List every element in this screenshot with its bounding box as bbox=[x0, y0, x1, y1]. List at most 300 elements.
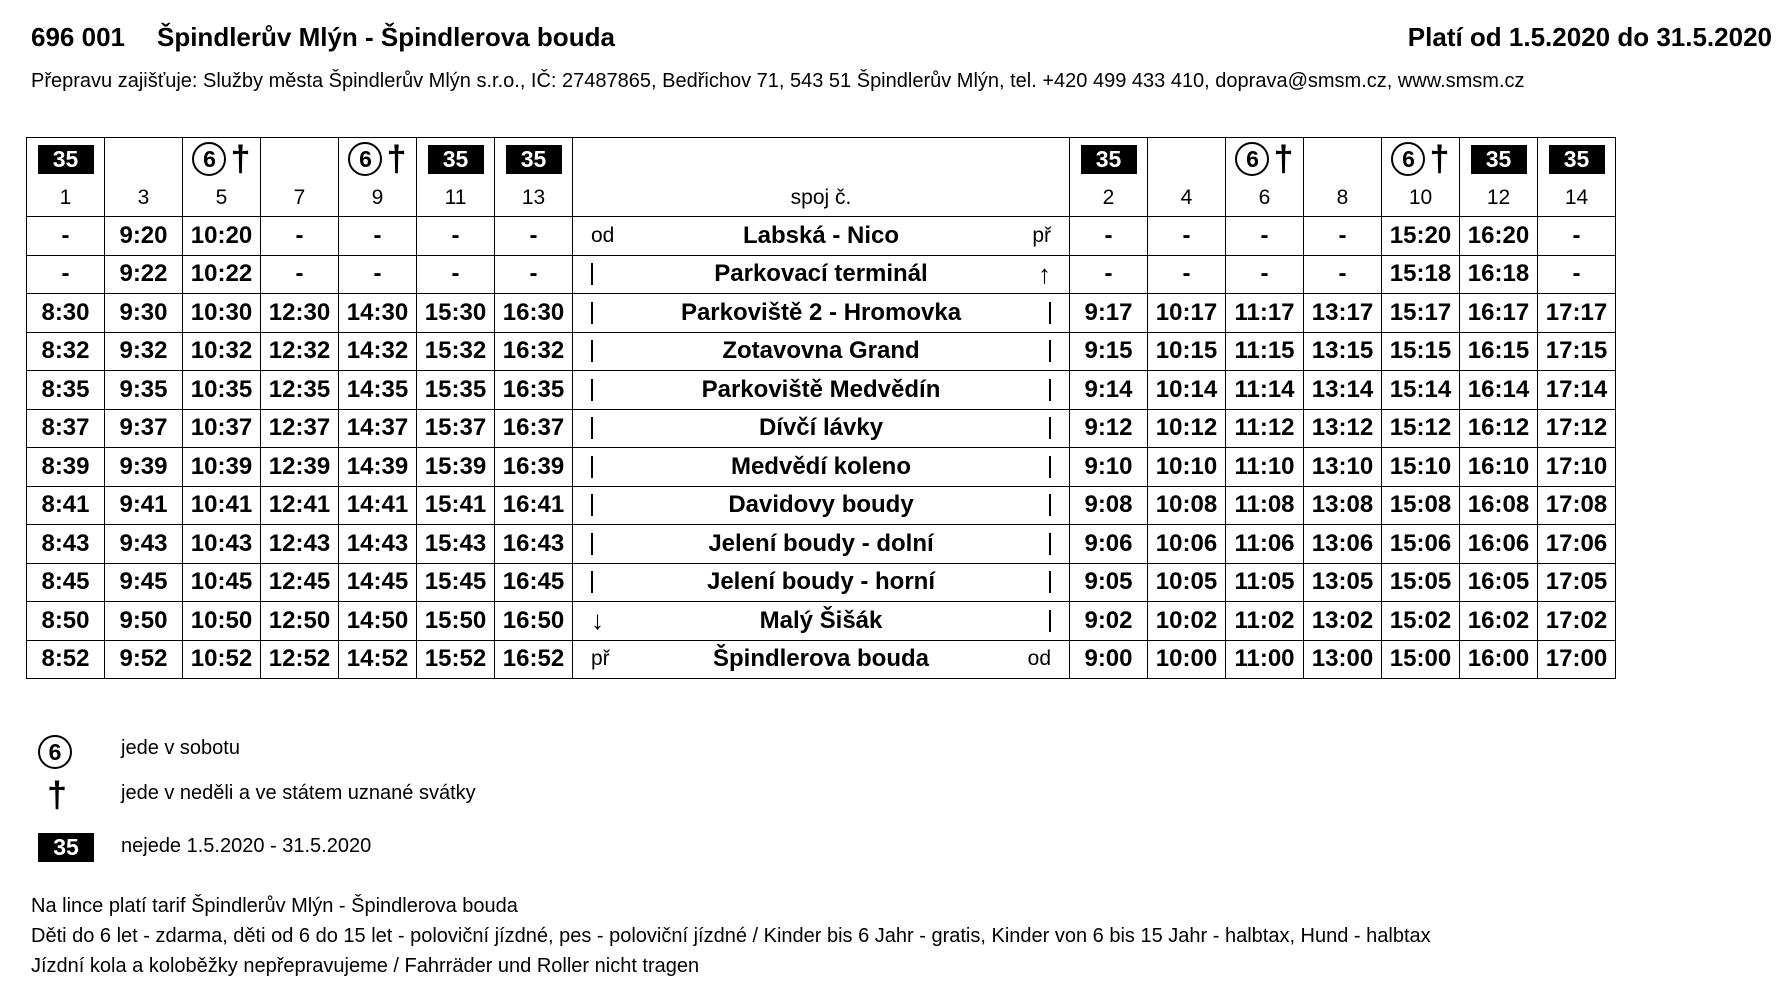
trip-number: 13 bbox=[521, 186, 546, 209]
departure-time: 15:37 bbox=[417, 409, 495, 448]
route-line bbox=[1049, 410, 1051, 448]
route-line-bar bbox=[591, 417, 593, 439]
departure-time: 16:43 bbox=[495, 525, 573, 564]
route-line bbox=[1049, 333, 1051, 371]
timetable-header-row bbox=[27, 138, 1616, 217]
departure-time: 10:43 bbox=[183, 525, 261, 564]
departure-time: 15:50 bbox=[417, 602, 495, 641]
departure-time: 15:00 bbox=[1382, 640, 1460, 679]
departure-time: 14:32 bbox=[339, 332, 417, 371]
route-line bbox=[591, 525, 593, 563]
departure-time: 14:30 bbox=[339, 294, 417, 333]
route-line-bar bbox=[1049, 533, 1051, 555]
departure-time: - bbox=[1538, 217, 1616, 256]
trip-header-4 bbox=[1148, 138, 1226, 217]
validity-period: Platí od 1.5.2020 do 31.5.2020 bbox=[1407, 22, 1772, 52]
departure-time: 10:00 bbox=[1148, 640, 1226, 679]
trip-number: 12 bbox=[1486, 186, 1511, 209]
table-row bbox=[27, 409, 1616, 448]
stop-cell bbox=[573, 409, 1070, 448]
trip-header-13 bbox=[495, 138, 573, 217]
route-line-bar bbox=[1049, 417, 1051, 439]
departure-time: 10:17 bbox=[1148, 294, 1226, 333]
route-line bbox=[1049, 371, 1051, 409]
departure-time: 15:39 bbox=[417, 448, 495, 487]
table-row bbox=[27, 371, 1616, 410]
departure-time: 9:43 bbox=[105, 525, 183, 564]
trip-header-1 bbox=[27, 138, 105, 217]
departure-time: 16:14 bbox=[1460, 371, 1538, 410]
departure-time: 8:43 bbox=[27, 525, 105, 564]
departure-time: - bbox=[261, 217, 339, 256]
departure-time: 10:10 bbox=[1148, 448, 1226, 487]
stop-cell bbox=[573, 294, 1070, 333]
departure-time: 14:39 bbox=[339, 448, 417, 487]
departure-time: - bbox=[339, 217, 417, 256]
cross-icon: † bbox=[1273, 138, 1294, 179]
stop-name: Parkoviště 2 - Hromovka bbox=[680, 298, 962, 326]
departure-time: 17:00 bbox=[1538, 640, 1616, 679]
table-row bbox=[27, 602, 1616, 641]
route-line bbox=[591, 333, 593, 371]
cross-icon: † bbox=[47, 774, 68, 815]
trip-number: 14 bbox=[1564, 186, 1589, 209]
stop-cell bbox=[573, 602, 1070, 641]
departure-time: 15:35 bbox=[417, 371, 495, 410]
route-line bbox=[1049, 294, 1051, 332]
stop-cell bbox=[573, 448, 1070, 487]
route-line-bar bbox=[1049, 302, 1051, 324]
route-line bbox=[591, 564, 593, 602]
route-line-bar bbox=[1049, 610, 1051, 632]
stop-cell bbox=[573, 486, 1070, 525]
departure-time: 15:10 bbox=[1382, 448, 1460, 487]
departure-time: 16:37 bbox=[495, 409, 573, 448]
departure-time: 10:30 bbox=[183, 294, 261, 333]
table-row bbox=[27, 255, 1616, 294]
arrow-up-icon: ↑ bbox=[1038, 258, 1051, 289]
code-35-badge: 35 bbox=[506, 145, 562, 174]
arrow-down-icon: ↓ bbox=[591, 605, 604, 636]
stop-cell bbox=[573, 640, 1070, 679]
departure-time: - bbox=[27, 217, 105, 256]
route-line-bar bbox=[591, 263, 593, 285]
departure-time: 9:35 bbox=[105, 371, 183, 410]
note-line: Na lince platí tarif Špindlerův Mlýn - Špindlerova bouda bbox=[31, 895, 518, 917]
departure-time: 9:05 bbox=[1070, 563, 1148, 602]
departure-time: 17:15 bbox=[1538, 332, 1616, 371]
saturday-icon: 6 bbox=[1235, 142, 1269, 176]
cross-icon: † bbox=[386, 138, 407, 179]
departure-time: - bbox=[1148, 217, 1226, 256]
trip-number: 4 bbox=[1180, 186, 1193, 209]
departure-time: 9:52 bbox=[105, 640, 183, 679]
departure-time: 15:45 bbox=[417, 563, 495, 602]
stop-name: Davidovy boudy bbox=[728, 491, 914, 519]
route-line bbox=[1049, 525, 1051, 563]
departure-time: - bbox=[417, 217, 495, 256]
route-line-bar bbox=[1049, 571, 1051, 593]
cross-icon: † bbox=[1429, 138, 1450, 179]
departure-time: 12:43 bbox=[261, 525, 339, 564]
departure-time: 13:12 bbox=[1304, 409, 1382, 448]
departure-time: 15:08 bbox=[1382, 486, 1460, 525]
departure-time: 15:43 bbox=[417, 525, 495, 564]
direction-marker: př bbox=[591, 647, 610, 671]
departure-time: 13:06 bbox=[1304, 525, 1382, 564]
stop-name: Malý Šišák bbox=[759, 606, 883, 634]
trip-number: 9 bbox=[371, 186, 384, 209]
stop-name: Medvědí koleno bbox=[730, 452, 912, 480]
departure-time: 10:35 bbox=[183, 371, 261, 410]
departure-time: 15:18 bbox=[1382, 255, 1460, 294]
route-line-bar bbox=[591, 571, 593, 593]
departure-time: 16:06 bbox=[1460, 525, 1538, 564]
departure-time: 15:30 bbox=[417, 294, 495, 333]
departure-time: 9:20 bbox=[105, 217, 183, 256]
departure-time: - bbox=[1070, 255, 1148, 294]
departure-time: 17:08 bbox=[1538, 486, 1616, 525]
departure-time: 17:17 bbox=[1538, 294, 1616, 333]
departure-time: 10:06 bbox=[1148, 525, 1226, 564]
route-line-bar bbox=[591, 533, 593, 555]
code-35-badge: 35 bbox=[428, 145, 484, 174]
departure-time: 17:05 bbox=[1538, 563, 1616, 602]
departure-time: 12:32 bbox=[261, 332, 339, 371]
line-code: 696 001 bbox=[31, 22, 125, 52]
route-line-bar bbox=[1049, 456, 1051, 478]
departure-time: 10:37 bbox=[183, 409, 261, 448]
route-line bbox=[1049, 487, 1051, 525]
stop-cell bbox=[573, 525, 1070, 564]
departure-time: 9:12 bbox=[1070, 409, 1148, 448]
departure-time: 15:15 bbox=[1382, 332, 1460, 371]
departure-time: 16:35 bbox=[495, 371, 573, 410]
stop-name: Zotavovna Grand bbox=[722, 337, 920, 365]
departure-time: 13:00 bbox=[1304, 640, 1382, 679]
departure-time: 10:22 bbox=[183, 255, 261, 294]
departure-time: 8:37 bbox=[27, 409, 105, 448]
trip-number: 6 bbox=[1258, 186, 1271, 209]
saturday-icon: 6 bbox=[38, 735, 72, 769]
departure-time: 12:39 bbox=[261, 448, 339, 487]
stop-name: Jelení boudy - dolní bbox=[708, 529, 934, 557]
departure-time: 11:05 bbox=[1226, 563, 1304, 602]
departure-time: - bbox=[1070, 217, 1148, 256]
departure-time: 9:32 bbox=[105, 332, 183, 371]
trip-number: 2 bbox=[1102, 186, 1115, 209]
departure-time: 14:35 bbox=[339, 371, 417, 410]
legend-sunday-text: jede v neděli a ve státem uznané svátky bbox=[121, 782, 476, 804]
departure-time: 9:45 bbox=[105, 563, 183, 602]
departure-time: 11:06 bbox=[1226, 525, 1304, 564]
departure-time: - bbox=[1148, 255, 1226, 294]
departure-time: 14:45 bbox=[339, 563, 417, 602]
departure-time: 12:52 bbox=[261, 640, 339, 679]
departure-time: 14:43 bbox=[339, 525, 417, 564]
departure-time: 9:17 bbox=[1070, 294, 1148, 333]
departure-time: 11:15 bbox=[1226, 332, 1304, 371]
departure-time: 8:39 bbox=[27, 448, 105, 487]
route-line-bar bbox=[1049, 379, 1051, 401]
note-line: Děti do 6 let - zdarma, děti od 6 do 15 let - poloviční jízdné, pes - poloviční jízdné / Kinder bis 6 Jahr - gratis, Kinder von 6 bis 15 Jahr - halbtax, Hund - halbtax bbox=[31, 925, 1431, 947]
departure-time: 10:14 bbox=[1148, 371, 1226, 410]
route-line-bar bbox=[591, 379, 593, 401]
departure-time: 10:05 bbox=[1148, 563, 1226, 602]
route-line bbox=[591, 448, 593, 486]
departure-time: - bbox=[495, 217, 573, 256]
trip-header-2 bbox=[1070, 138, 1148, 217]
route-line-bar bbox=[591, 456, 593, 478]
departure-time: - bbox=[1304, 217, 1382, 256]
legend-sunday bbox=[38, 774, 476, 815]
departure-time: 17:12 bbox=[1538, 409, 1616, 448]
departure-time: 15:06 bbox=[1382, 525, 1460, 564]
legend-not-running bbox=[38, 833, 372, 862]
route-line bbox=[591, 371, 593, 409]
departure-time: 10:41 bbox=[183, 486, 261, 525]
departure-time: 14:41 bbox=[339, 486, 417, 525]
departure-time: 10:08 bbox=[1148, 486, 1226, 525]
timetable bbox=[26, 137, 1616, 679]
departure-time: 9:08 bbox=[1070, 486, 1148, 525]
stop-name: Parkovací terminál bbox=[714, 260, 928, 288]
code-35-badge: 35 bbox=[38, 145, 94, 174]
table-row bbox=[27, 486, 1616, 525]
departure-time: 12:50 bbox=[261, 602, 339, 641]
route-line bbox=[591, 294, 593, 332]
departure-time: 13:05 bbox=[1304, 563, 1382, 602]
stop-name: Dívčí lávky bbox=[758, 414, 884, 442]
departure-time: 16:15 bbox=[1460, 332, 1538, 371]
legend-saturday bbox=[38, 735, 240, 769]
departure-time: 8:52 bbox=[27, 640, 105, 679]
page-title bbox=[31, 22, 615, 53]
departure-time: 15:52 bbox=[417, 640, 495, 679]
departure-time: 16:52 bbox=[495, 640, 573, 679]
departure-time: 13:02 bbox=[1304, 602, 1382, 641]
departure-time: - bbox=[417, 255, 495, 294]
departure-time: 17:10 bbox=[1538, 448, 1616, 487]
departure-time: 13:08 bbox=[1304, 486, 1382, 525]
route-line bbox=[591, 487, 593, 525]
departure-time: 9:37 bbox=[105, 409, 183, 448]
route-line-bar bbox=[591, 302, 593, 324]
trip-header-11 bbox=[417, 138, 495, 217]
departure-time: 14:37 bbox=[339, 409, 417, 448]
departure-time: 10:15 bbox=[1148, 332, 1226, 371]
departure-time: 17:14 bbox=[1538, 371, 1616, 410]
note-line: Jízdní kola a koloběžky nepřepravujeme / Fahrräder und Roller nicht tragen bbox=[31, 955, 700, 977]
trip-number: 10 bbox=[1408, 186, 1433, 209]
departure-time: 10:20 bbox=[183, 217, 261, 256]
departure-time: 13:17 bbox=[1304, 294, 1382, 333]
trip-header-3 bbox=[105, 138, 183, 217]
legend-not-running-text: nejede 1.5.2020 - 31.5.2020 bbox=[121, 835, 372, 857]
departure-time: 14:50 bbox=[339, 602, 417, 641]
trip-number: 5 bbox=[215, 186, 228, 209]
departure-time: 15:20 bbox=[1382, 217, 1460, 256]
arrow-down-icon bbox=[591, 602, 604, 640]
code-35-badge: 35 bbox=[1549, 145, 1605, 174]
route-line bbox=[1049, 602, 1051, 640]
operator-info: Přepravu zajišťuje: Služby města Špindlerův Mlýn s.r.o., IČ: 27487865, Bedřichov 71, 543 51 Špindlerův Mlýn, tel. +420 499 433 410, doprava@smsm.cz, www.smsm.cz bbox=[31, 70, 1525, 92]
stop-name: Labská - Nico bbox=[742, 221, 900, 249]
departure-time: 16:41 bbox=[495, 486, 573, 525]
departure-time: 12:30 bbox=[261, 294, 339, 333]
table-row bbox=[27, 294, 1616, 333]
departure-time: - bbox=[1226, 255, 1304, 294]
departure-time: - bbox=[27, 255, 105, 294]
departure-time: 12:37 bbox=[261, 409, 339, 448]
trip-number: 8 bbox=[1336, 186, 1349, 209]
trip-header-5 bbox=[183, 138, 261, 217]
departure-time: 16:17 bbox=[1460, 294, 1538, 333]
saturday-icon: 6 bbox=[192, 142, 226, 176]
departure-time: 9:02 bbox=[1070, 602, 1148, 641]
trip-header-9 bbox=[339, 138, 417, 217]
departure-time: 15:05 bbox=[1382, 563, 1460, 602]
departure-time: - bbox=[495, 255, 573, 294]
code-35-badge: 35 bbox=[38, 833, 94, 862]
departure-time: 8:32 bbox=[27, 332, 105, 371]
departure-time: 9:10 bbox=[1070, 448, 1148, 487]
departure-time: - bbox=[261, 255, 339, 294]
direction-marker: od bbox=[1027, 647, 1051, 671]
departure-time: 16:12 bbox=[1460, 409, 1538, 448]
departure-time: 15:17 bbox=[1382, 294, 1460, 333]
departure-time: 9:00 bbox=[1070, 640, 1148, 679]
table-row bbox=[27, 217, 1616, 256]
saturday-icon: 6 bbox=[348, 142, 382, 176]
trip-number: 11 bbox=[444, 186, 467, 209]
departure-time: 17:06 bbox=[1538, 525, 1616, 564]
trip-number: 7 bbox=[293, 186, 306, 209]
legend-saturday-text: jede v sobotu bbox=[121, 737, 240, 759]
departure-time: 9:15 bbox=[1070, 332, 1148, 371]
trip-header-6 bbox=[1226, 138, 1304, 217]
spoj-label: spoj č. bbox=[790, 186, 852, 209]
trip-header-10 bbox=[1382, 138, 1460, 217]
departure-time: 10:45 bbox=[183, 563, 261, 602]
stop-name: Jelení boudy - horní bbox=[706, 568, 935, 596]
route-line-bar bbox=[1049, 340, 1051, 362]
saturday-icon: 6 bbox=[1391, 142, 1425, 176]
departure-time: 8:35 bbox=[27, 371, 105, 410]
departure-time: 10:32 bbox=[183, 332, 261, 371]
departure-time: 10:02 bbox=[1148, 602, 1226, 641]
trip-header-12 bbox=[1460, 138, 1538, 217]
departure-time: 15:12 bbox=[1382, 409, 1460, 448]
route-line-bar bbox=[591, 340, 593, 362]
departure-time: 13:15 bbox=[1304, 332, 1382, 371]
departure-time: 16:18 bbox=[1460, 255, 1538, 294]
departure-time: 8:50 bbox=[27, 602, 105, 641]
departure-time: - bbox=[339, 255, 417, 294]
route-name: Špindlerův Mlýn - Špindlerova bouda bbox=[156, 22, 615, 52]
departure-time: 11:00 bbox=[1226, 640, 1304, 679]
departure-time: 16:32 bbox=[495, 332, 573, 371]
departure-time: 11:08 bbox=[1226, 486, 1304, 525]
table-row bbox=[27, 563, 1616, 602]
departure-time: 8:30 bbox=[27, 294, 105, 333]
departure-time: - bbox=[1538, 255, 1616, 294]
departure-time: 10:50 bbox=[183, 602, 261, 641]
spoj-header bbox=[573, 138, 1070, 217]
departure-time: 10:12 bbox=[1148, 409, 1226, 448]
departure-time: 9:30 bbox=[105, 294, 183, 333]
departure-time: 9:22 bbox=[105, 255, 183, 294]
stop-cell bbox=[573, 255, 1070, 294]
route-line-bar bbox=[1049, 494, 1051, 516]
departure-time: 9:41 bbox=[105, 486, 183, 525]
departure-time: 16:30 bbox=[495, 294, 573, 333]
departure-time: 9:06 bbox=[1070, 525, 1148, 564]
trip-header-7 bbox=[261, 138, 339, 217]
table-row bbox=[27, 448, 1616, 487]
code-35-badge: 35 bbox=[1471, 145, 1527, 174]
departure-time: 16:02 bbox=[1460, 602, 1538, 641]
departure-time: 11:14 bbox=[1226, 371, 1304, 410]
departure-time: 16:50 bbox=[495, 602, 573, 641]
departure-time: 9:39 bbox=[105, 448, 183, 487]
departure-time: 14:52 bbox=[339, 640, 417, 679]
tariff-notes bbox=[31, 891, 1431, 981]
route-line bbox=[591, 410, 593, 448]
trip-number: 3 bbox=[137, 186, 150, 209]
cross-icon: † bbox=[230, 138, 251, 179]
trip-header-14 bbox=[1538, 138, 1616, 217]
stop-cell bbox=[573, 332, 1070, 371]
departure-time: 15:02 bbox=[1382, 602, 1460, 641]
route-line bbox=[1049, 564, 1051, 602]
departure-time: 13:14 bbox=[1304, 371, 1382, 410]
departure-time: 10:52 bbox=[183, 640, 261, 679]
departure-time: 16:39 bbox=[495, 448, 573, 487]
departure-time: 11:10 bbox=[1226, 448, 1304, 487]
trip-number: 1 bbox=[59, 186, 72, 209]
route-line-bar bbox=[591, 494, 593, 516]
departure-time: 15:32 bbox=[417, 332, 495, 371]
stop-cell bbox=[573, 563, 1070, 602]
arrow-up-icon bbox=[1038, 256, 1051, 294]
direction-marker: od bbox=[591, 223, 615, 247]
departure-time: 15:14 bbox=[1382, 371, 1460, 410]
departure-time: 16:08 bbox=[1460, 486, 1538, 525]
stop-name: Parkoviště Medvědín bbox=[701, 375, 941, 403]
departure-time: 16:45 bbox=[495, 563, 573, 602]
departure-time: 12:35 bbox=[261, 371, 339, 410]
departure-time: 16:00 bbox=[1460, 640, 1538, 679]
departure-time: 9:50 bbox=[105, 602, 183, 641]
departure-time: - bbox=[1226, 217, 1304, 256]
table-row bbox=[27, 332, 1616, 371]
table-row bbox=[27, 640, 1616, 679]
departure-time: 12:41 bbox=[261, 486, 339, 525]
departure-time: 11:02 bbox=[1226, 602, 1304, 641]
departure-time: 11:12 bbox=[1226, 409, 1304, 448]
departure-time: 11:17 bbox=[1226, 294, 1304, 333]
stop-cell bbox=[573, 217, 1070, 256]
stop-name: Špindlerova bouda bbox=[712, 645, 930, 673]
route-line bbox=[1049, 448, 1051, 486]
departure-time: - bbox=[1304, 255, 1382, 294]
departure-time: 17:02 bbox=[1538, 602, 1616, 641]
route-line bbox=[591, 256, 593, 294]
departure-time: 16:20 bbox=[1460, 217, 1538, 256]
departure-time: 8:41 bbox=[27, 486, 105, 525]
departure-time: 8:45 bbox=[27, 563, 105, 602]
